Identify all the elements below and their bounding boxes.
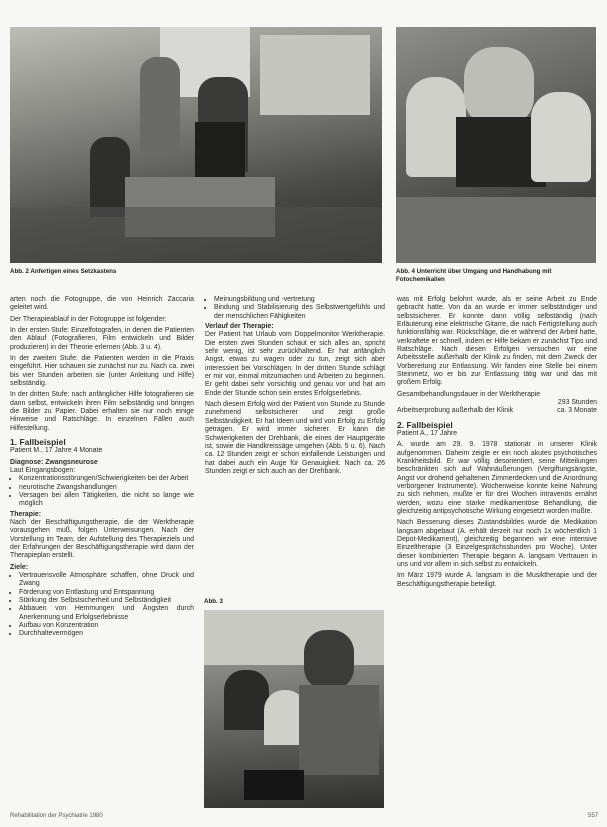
figure-4-photo [396, 27, 596, 263]
intro-paragraph: In der dritten Stufe: nach anfänglicher Hilfe fotografieren sie dann selbst, entwickeln ihren Film selbständig und bringen die Bilder zu Papier. Dabei erhalten sie nur noch einige Hinweise und Ratschläge. In einzelnen Fällen auch Hilfestellung. [10, 391, 194, 432]
list-item: • Förderung von Entlastung und Entspannung [19, 589, 194, 597]
text-column-2 [205, 296, 385, 479]
list-item: • Meinungsbildung und -vertretung [214, 296, 385, 304]
therapy-text: Nach der Beschäftigungstherapie, die der Werktherapie vorausgehen muß, folgen Unterweisungen. Nach der Vorstellung im Team, der Aufstellung des Therapieziels und der Erfahrungen der Beschäftigungstherapie wird dann der Therapieplan erstellt. [10, 518, 194, 560]
intro-paragraph: In der zweiten Stufe: die Patienten werden in die Praxis eingeführt. Hier schauen sie zunächst nur zu. Nach ca. zwei bis vier Stunden arbeiten sie (unter Anleitung und Hilfe) selbständig. [10, 355, 194, 388]
complaints-label: Laut Eingangsbogen: [10, 466, 76, 474]
complaints-list [10, 475, 194, 508]
case-2-paragraph: Im März 1979 wurde A. langsam in die Musiktherapie und der Beschäftigungstherapie beteiligt. [397, 572, 597, 588]
course-paragraph: Der Patient hat Urlaub vom Doppelmonitor Werktherapie. Die ersten zwei Stunden schaut er sich alles an, spricht sehr wenig, ist sehr zurückhaltend. Er hat anfänglich Angst, etwas zu wagen oder zu tun, zeigt sich aber interessiert bei Vorschlägen. In der dritten Stunde schlägt er mir vor, einmal mitzumachen und Arbeiten zu beginnen. Er geht dabei sehr vorsichtig und genau vor und hat am Ende der Stunde schon sein erstes Erfolgserlebnis. [205, 331, 385, 397]
intro-paragraph: Der Therapieablauf in der Fotogruppe ist folgender: [10, 315, 167, 323]
list-item: • Abbauen von Hemmungen und Ängsten durch Anerkennung und Erfolgserlebnisse [19, 605, 194, 622]
footer-source: Rehabilitation der Psychiatrie 1980 [10, 813, 103, 819]
list-item: • Versagen bei allen Tätigkeiten, die nicht so lange wie möglich [19, 492, 194, 509]
list-item: • Stärkung der Selbstsicherheit und Selbständigkeit [19, 597, 194, 605]
text-column-1 [10, 296, 194, 641]
goals-label: Ziele: [10, 563, 28, 571]
course-label: Verlauf der Therapie: [205, 323, 274, 331]
figure-3-caption: Abb. 3 [204, 598, 223, 605]
outside-label: Arbeitserprobung außerhalb der Klinik [397, 407, 514, 415]
summary-value: 293 Stunden [557, 399, 597, 407]
case-1-heading: 1. Fallbeispiel [10, 437, 66, 448]
case-1-continued: was mit Erfolg belohnt wurde, als er seine Arbeit zu Ende gebracht hatte. Von da an wurde er immer selbständiger und selbstsicherer. Er konnte dann völlig selbständig (nach Erläuterung eine elektrische Gitarre, die nach Fertigstellung auch funktionsfähig war. Rückschläge, die er während der Arbeit hatte, verkraftete er schnell, indem er Hilfe bekam er zunächst Tips und Ratschläge. Nach diesen Erfolgen versuchen wir eine Arbeitsstelle außerhalb der Klinik zu finden, mit dem Zweck der Vorbereitung zur Entlassung. Wir fanden eine Stelle bei einem Steinmetz, wo er bis zur Entlassung tätig war und das mit großem Erfolg. [397, 296, 597, 387]
case-2-paragraph: A. wurde am 29. 9. 1978 stationär in unserer Klinik aufgenommen. Daheim zeigte er ein noch akutes psychotisches Krankheitsbild. Er war völlig desorientiert, seine Mitteilungen beschränkten sich auf Wahnäußerungen (Vergiftungsängste, Angst vor drohend gehaltenen Zimmerdecken und die Anordnung verborgener Instrumente). Wochenweise konnte keine Nahrung zu sich nehmen, mußte er für drei Wochen intravenös ernährt werden, wozu eine starke medikamentöse Behandlung, die gleichzeitig antipsychotische Wirkung eingesetzt worden mußte. [397, 441, 597, 515]
list-item: • Bindung und Stabilisierung des Selbstwertgefühls und der menschlichen Fähigkeiten [214, 304, 385, 321]
list-item: • Aufbau von Konzentration [19, 622, 194, 630]
outside-value: ca. 3 Monate [557, 407, 597, 415]
figure-2-caption: Abb. 2 Anfertigen eines Setzkastens [10, 268, 117, 275]
list-item: • neurotische Zwangshandlungen [19, 484, 194, 492]
case-2-patient: Patient A., 17 Jahre [397, 429, 458, 437]
list-item: • Konzentrationsstörungen/Schwierigkeiten bei der Arbeit [19, 475, 194, 483]
figure-3-photo [204, 610, 384, 808]
summary-label: Gesamtbehandlungsdauer in der Werktherapie [397, 390, 541, 398]
case-2-heading: 2. Fallbeispiel [397, 419, 453, 430]
case-2-paragraph: Nach Besserung dieses Zustandsbildes wurde die Medikation langsam abgebaut (A. erhält derzeit nur noch 1x wöchentlich 1 Depot-Medikament), gleichzeitig begannen wir eine intensive Einzeltherapie (3 Einzelgesprächsstunden pro Woche). Unter dieser kombinierten Therapie begann A. langsam Vertrauen in uns und vor allem in sich selbst zu entwickeln. [397, 519, 597, 568]
figure-2-photo [10, 27, 382, 263]
course-paragraph: Nach diesem Erfolg wird der Patient von Stunde zu Stunde zunehmend selbstsicherer und zeigt große Selbständigkeit. Er hat Ideen und wird von Erfolg zu Erfolg getragen. Er wird immer sicherer. Er kann die Schwierigkeiten der Drehbank, die eines der Hauptgeräte ist, sowie die Handkreissäge umgehen (Abb. 5 u. 6). Nach ca. 12 Stunden zeigt er schon einfallende Leistungen und hat dabei auch ein Auge für Genauigkeit. Nach ca. 26 Stunden zeigt er sich auch an der Drehbank. [205, 401, 385, 475]
list-item: • Durchhaltevermögen [19, 630, 194, 638]
page-number: 557 [587, 813, 598, 819]
goals-list [10, 572, 194, 639]
text-column-3 [397, 296, 597, 592]
case-1-patient: Patient M., 17 Jahre 4 Monate [10, 447, 103, 455]
outside-row [397, 407, 597, 415]
figure-4-caption: Abb. 4 Unterricht über Umgang und Handhabung mit Fotochemikalien [396, 268, 552, 283]
intro-paragraph: arten noch die Fotogruppe, die von Heinrich Zaccaria geleitet wird. [10, 296, 194, 312]
therapy-label: Therapie: [10, 510, 42, 518]
page-footer [10, 813, 598, 819]
list-item: • Vertrauensvolle Atmosphäre schaffen, ohne Druck und Zwang [19, 572, 194, 589]
top-items-list [205, 296, 385, 321]
diagnosis: Diagnose: Zwangsneurose [10, 458, 98, 466]
intro-paragraph: In der ersten Stufe: Einzelfotografen, in denen die Patienten den Ablauf (Fotografieren, Film entwickeln und Bilder produzieren) in der Theorie erlernen (Abb. 3 u. 4). [10, 327, 194, 351]
